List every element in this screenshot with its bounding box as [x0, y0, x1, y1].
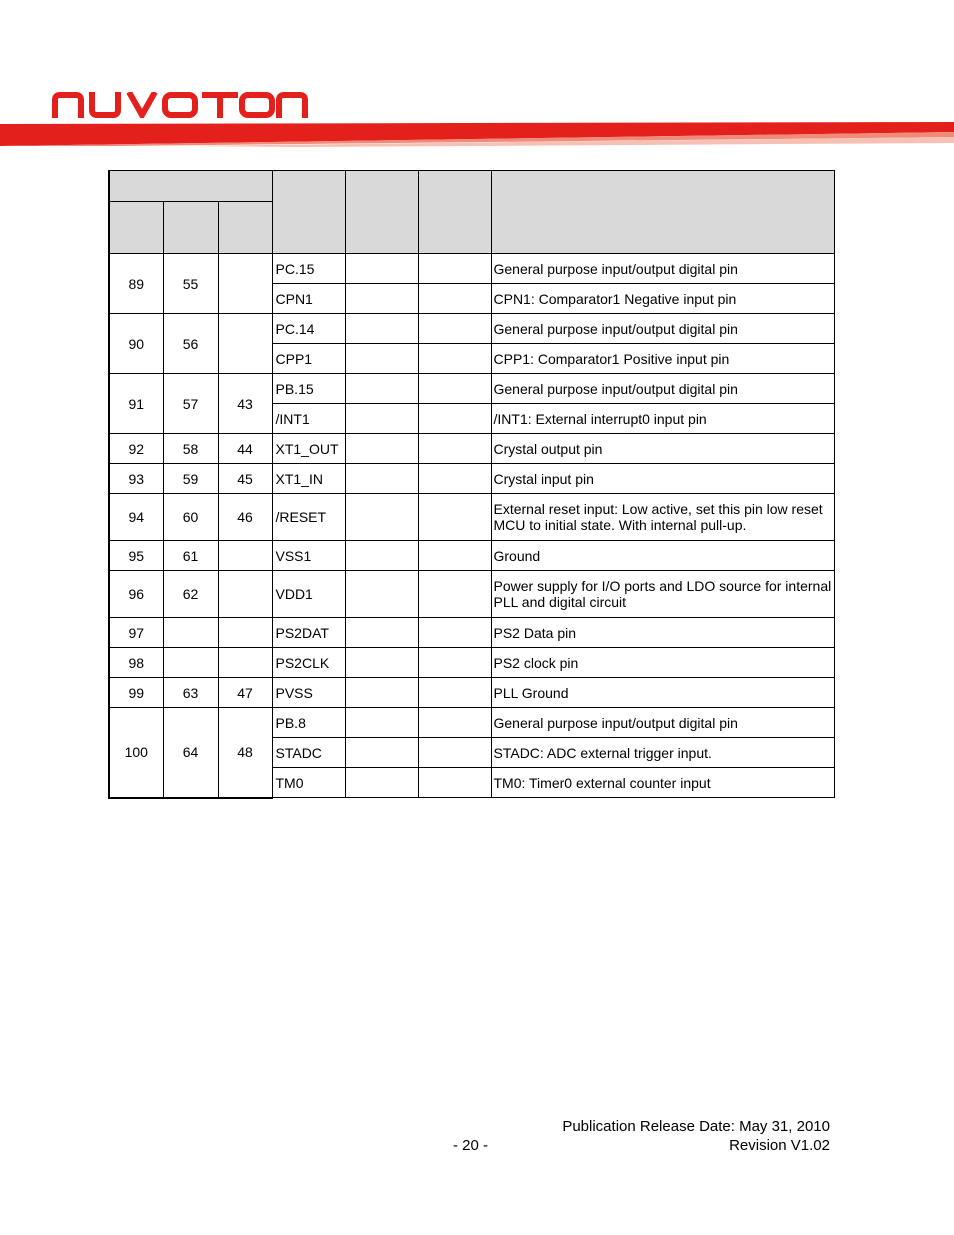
pin-name: PVSS	[272, 678, 345, 708]
pin-description: General purpose input/output digital pin	[491, 708, 834, 738]
header-pin-no	[109, 171, 272, 202]
pin-lqfp64: 59	[163, 464, 218, 494]
pin-type	[345, 434, 418, 464]
pin-lqfp64: 55	[163, 254, 218, 314]
pin-lqfp64: 60	[163, 494, 218, 541]
pin-description: General purpose input/output digital pin	[491, 314, 834, 344]
pin-description: PLL Ground	[491, 678, 834, 708]
pin-type	[345, 541, 418, 571]
pin-mode	[418, 374, 491, 404]
pin-type	[345, 494, 418, 541]
pin-description: CPN1: Comparator1 Negative input pin	[491, 284, 834, 314]
publication-release-date: Publication Release Date: May 31, 2010	[562, 1118, 830, 1135]
pin-description: /INT1: External interrupt0 input pin	[491, 404, 834, 434]
pin-description-table	[108, 170, 835, 799]
pin-name: XT1_OUT	[272, 434, 345, 464]
pin-lqfp48	[218, 618, 272, 648]
pin-lqfp64: 57	[163, 374, 218, 434]
pin-name: PB.8	[272, 708, 345, 738]
pin-type	[345, 314, 418, 344]
pin-lqfp64: 58	[163, 434, 218, 464]
pin-lqfp48	[218, 648, 272, 678]
pin-lqfp100: 99	[109, 678, 163, 708]
pin-mode	[418, 314, 491, 344]
pin-type	[345, 374, 418, 404]
pin-lqfp100: 91	[109, 374, 163, 434]
pin-lqfp48	[218, 254, 272, 314]
header-description	[491, 171, 834, 254]
pin-mode	[418, 648, 491, 678]
pin-type	[345, 618, 418, 648]
pin-type	[345, 648, 418, 678]
pin-type	[345, 284, 418, 314]
pin-name: VSS1	[272, 541, 345, 571]
pin-description: STADC: ADC external trigger input.	[491, 738, 834, 768]
pin-lqfp100: 89	[109, 254, 163, 314]
pin-mode	[418, 404, 491, 434]
pin-type	[345, 254, 418, 284]
pin-description: External reset input: Low active, set this pin low reset MCU to initial state. With internal pull-up.	[491, 494, 834, 541]
pin-lqfp100: 97	[109, 618, 163, 648]
pin-mode	[418, 571, 491, 618]
pin-lqfp48: 46	[218, 494, 272, 541]
pin-description: CPP1: Comparator1 Positive input pin	[491, 344, 834, 374]
pin-lqfp100: 96	[109, 571, 163, 618]
pin-type	[345, 708, 418, 738]
pin-lqfp100: 90	[109, 314, 163, 374]
pin-name: VDD1	[272, 571, 345, 618]
table-row	[109, 541, 834, 571]
pin-lqfp64: 63	[163, 678, 218, 708]
pin-mode	[418, 434, 491, 464]
pin-lqfp64: 64	[163, 708, 218, 798]
header-lqfp100	[109, 202, 163, 254]
table-row	[109, 494, 834, 541]
pin-mode	[418, 708, 491, 738]
pin-lqfp100: 93	[109, 464, 163, 494]
table-row	[109, 254, 834, 284]
pin-name: PS2CLK	[272, 648, 345, 678]
pin-mode	[418, 464, 491, 494]
pin-mode	[418, 494, 491, 541]
pin-mode	[418, 254, 491, 284]
pin-name: /RESET	[272, 494, 345, 541]
header-lqfp48	[218, 202, 272, 254]
page-number: - 20 -	[453, 1137, 489, 1154]
revision: Revision V1.02	[729, 1137, 830, 1154]
header-pin-name	[272, 171, 345, 254]
pin-description: PS2 Data pin	[491, 618, 834, 648]
pin-lqfp64	[163, 618, 218, 648]
header-banner	[0, 110, 954, 150]
pin-name: PC.15	[272, 254, 345, 284]
pin-mode	[418, 284, 491, 314]
pin-type	[345, 571, 418, 618]
pin-lqfp100: 98	[109, 648, 163, 678]
pin-lqfp100: 95	[109, 541, 163, 571]
pin-mode	[418, 541, 491, 571]
pin-mode	[418, 344, 491, 374]
pin-description: Ground	[491, 541, 834, 571]
pin-description: Power supply for I/O ports and LDO source for internal PLL and digital circuit	[491, 571, 834, 618]
pin-name: CPP1	[272, 344, 345, 374]
pin-name: PC.14	[272, 314, 345, 344]
pin-lqfp64	[163, 648, 218, 678]
pin-name: PB.15	[272, 374, 345, 404]
pin-mode	[418, 738, 491, 768]
pin-lqfp48: 45	[218, 464, 272, 494]
pin-type	[345, 738, 418, 768]
pin-name: TM0	[272, 768, 345, 798]
pin-description: Crystal input pin	[491, 464, 834, 494]
pin-lqfp48	[218, 571, 272, 618]
pin-lqfp100: 94	[109, 494, 163, 541]
pin-lqfp48	[218, 541, 272, 571]
pin-lqfp100: 92	[109, 434, 163, 464]
pin-lqfp64: 61	[163, 541, 218, 571]
pin-type	[345, 344, 418, 374]
pin-description: Crystal output pin	[491, 434, 834, 464]
pin-lqfp48	[218, 314, 272, 374]
table-row	[109, 314, 834, 344]
pin-lqfp48: 43	[218, 374, 272, 434]
pin-description: General purpose input/output digital pin	[491, 374, 834, 404]
pin-lqfp48: 47	[218, 678, 272, 708]
pin-type	[345, 404, 418, 434]
pin-name: PS2DAT	[272, 618, 345, 648]
pin-lqfp48: 48	[218, 708, 272, 798]
table-row	[109, 648, 834, 678]
table-row	[109, 434, 834, 464]
table-row	[109, 571, 834, 618]
pin-type	[345, 678, 418, 708]
pin-name: STADC	[272, 738, 345, 768]
header-pin-type	[345, 171, 418, 254]
pin-name: XT1_IN	[272, 464, 345, 494]
pin-mode	[418, 618, 491, 648]
pin-type	[345, 768, 418, 798]
pin-lqfp64: 62	[163, 571, 218, 618]
pin-mode	[418, 678, 491, 708]
pin-name: /INT1	[272, 404, 345, 434]
table-row	[109, 618, 834, 648]
pin-lqfp64: 56	[163, 314, 218, 374]
table-row	[109, 708, 834, 738]
header-lqfp64	[163, 202, 218, 254]
table-row	[109, 374, 834, 404]
header-pin-mode	[418, 171, 491, 254]
table-row	[109, 678, 834, 708]
pin-name: CPN1	[272, 284, 345, 314]
table-header-row	[109, 171, 834, 202]
pin-description: PS2 clock pin	[491, 648, 834, 678]
pin-description: General purpose input/output digital pin	[491, 254, 834, 284]
pin-type	[345, 464, 418, 494]
pin-lqfp100: 100	[109, 708, 163, 798]
table-row	[109, 464, 834, 494]
pin-description: TM0: Timer0 external counter input	[491, 768, 834, 798]
pin-lqfp48: 44	[218, 434, 272, 464]
pin-mode	[418, 768, 491, 798]
